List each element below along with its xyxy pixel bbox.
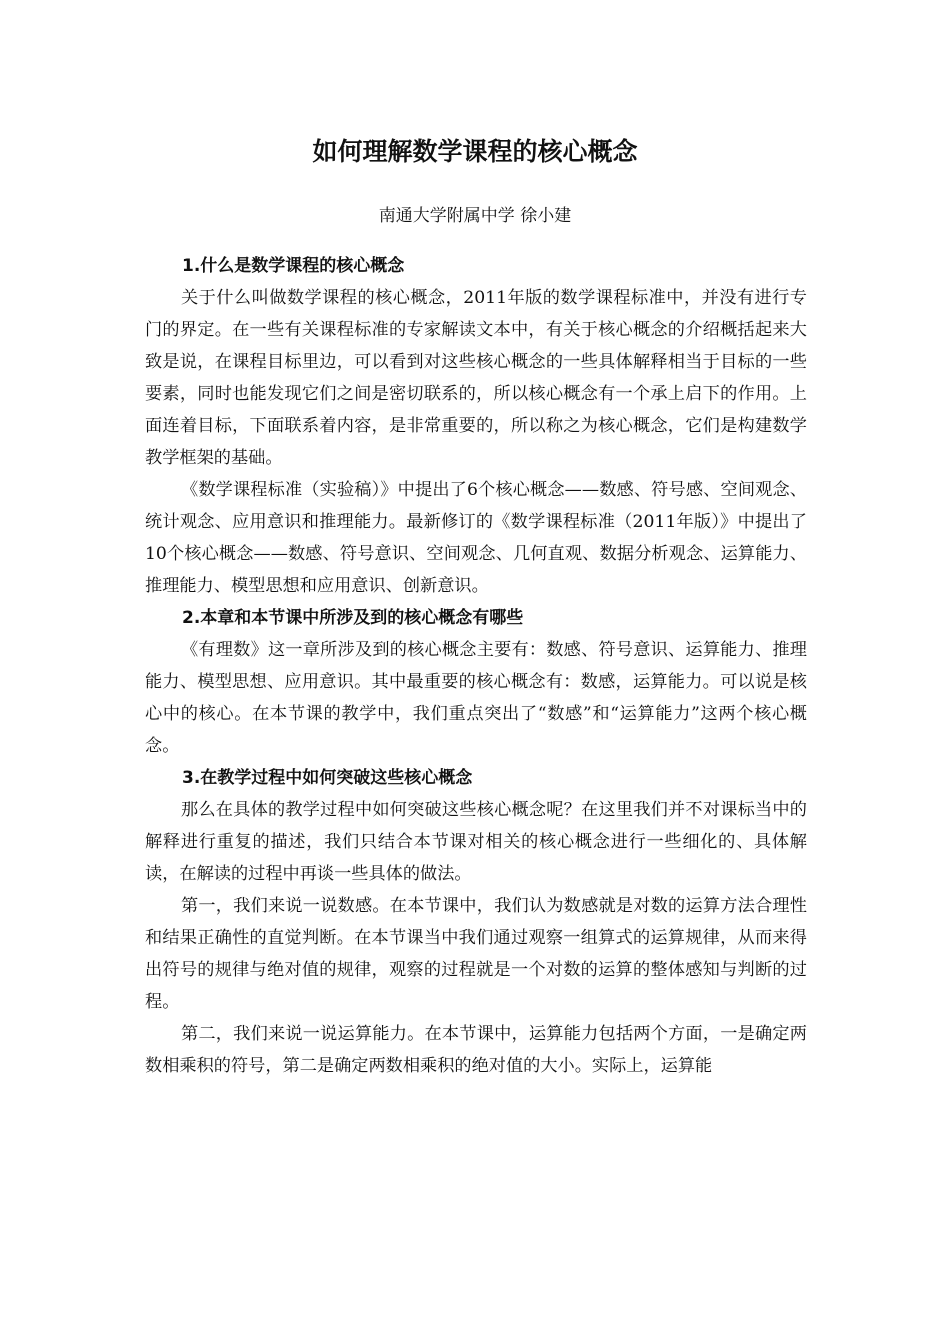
paragraph: 那么在具体的教学过程中如何突破这些核心概念呢？在这里我们并不对课标当中的解释进行重复的描述，我们只结合本节课对相关的核心概念进行一些细化的、具体解读，在解读的过程中再谈一些具体的做法。 [145, 800, 807, 884]
document-body [145, 250, 807, 1082]
paragraph: 关于什么叫做数学课程的核心概念，2011年版的数学课程标准中，并没有进行专门的界定。在一些有关课程标准的专家解读文本中，有关于核心概念的介绍概括起来大致是说，在课程目标里边，可以看到对这些核心概念的一些具体解释相当于目标的一些要素，同时也能发现它们之间是密切联系的，所以核心概念有一个承上启下的作用。上面连着目标，下面联系着内容，是非常重要的，所以称之为核心概念，它们是构建数学教学框架的基础。 [145, 288, 807, 468]
section-heading: 2.本章和本节课中所涉及到的核心概念有哪些 [182, 608, 524, 628]
paragraph: 第二，我们来说一说运算能力。在本节课中，运算能力包括两个方面，一是确定两数相乘积的符号，第二是确定两数相乘积的绝对值的大小。实际上，运算能 [145, 1024, 807, 1076]
section-2 [145, 602, 807, 762]
paragraph: 第一，我们来说一说数感。在本节课中，我们认为数感就是对数的运算方法合理性和结果正确性的直觉判断。在本节课当中我们通过观察一组算式的运算规律，从而来得出符号的规律与绝对值的规律，观察的过程就是一个对数的运算的整体感知与判断的过程。 [145, 896, 807, 1012]
section-3 [145, 762, 807, 1082]
document-title: 如何理解数学课程的核心概念 [312, 137, 638, 166]
paragraph: 《有理数》这一章所涉及到的核心概念主要有：数感、符号意识、运算能力、推理能力、模型思想、应用意识。其中最重要的核心概念有：数感，运算能力。可以说是核心中的核心。在本节课的教学中，我们重点突出了“数感”和“运算能力”这两个核心概念。 [145, 640, 807, 756]
section-heading: 1.什么是数学课程的核心概念 [182, 256, 405, 276]
paragraph: 《数学课程标准（实验稿）》中提出了6个核心概念——数感、符号感、空间观念、统计观念、应用意识和推理能力。最新修订的《数学课程标准（2011年版）》中提出了10个核心概念——数感、符号意识、空间观念、几何直观、数据分析观念、运算能力、推理能力、模型思想和应用意识、创新意识。 [145, 480, 807, 596]
section-1 [145, 250, 807, 602]
section-heading: 3.在教学过程中如何突破这些核心概念 [182, 768, 473, 788]
author-line: 南通大学附属中学 徐小建 [378, 206, 572, 226]
